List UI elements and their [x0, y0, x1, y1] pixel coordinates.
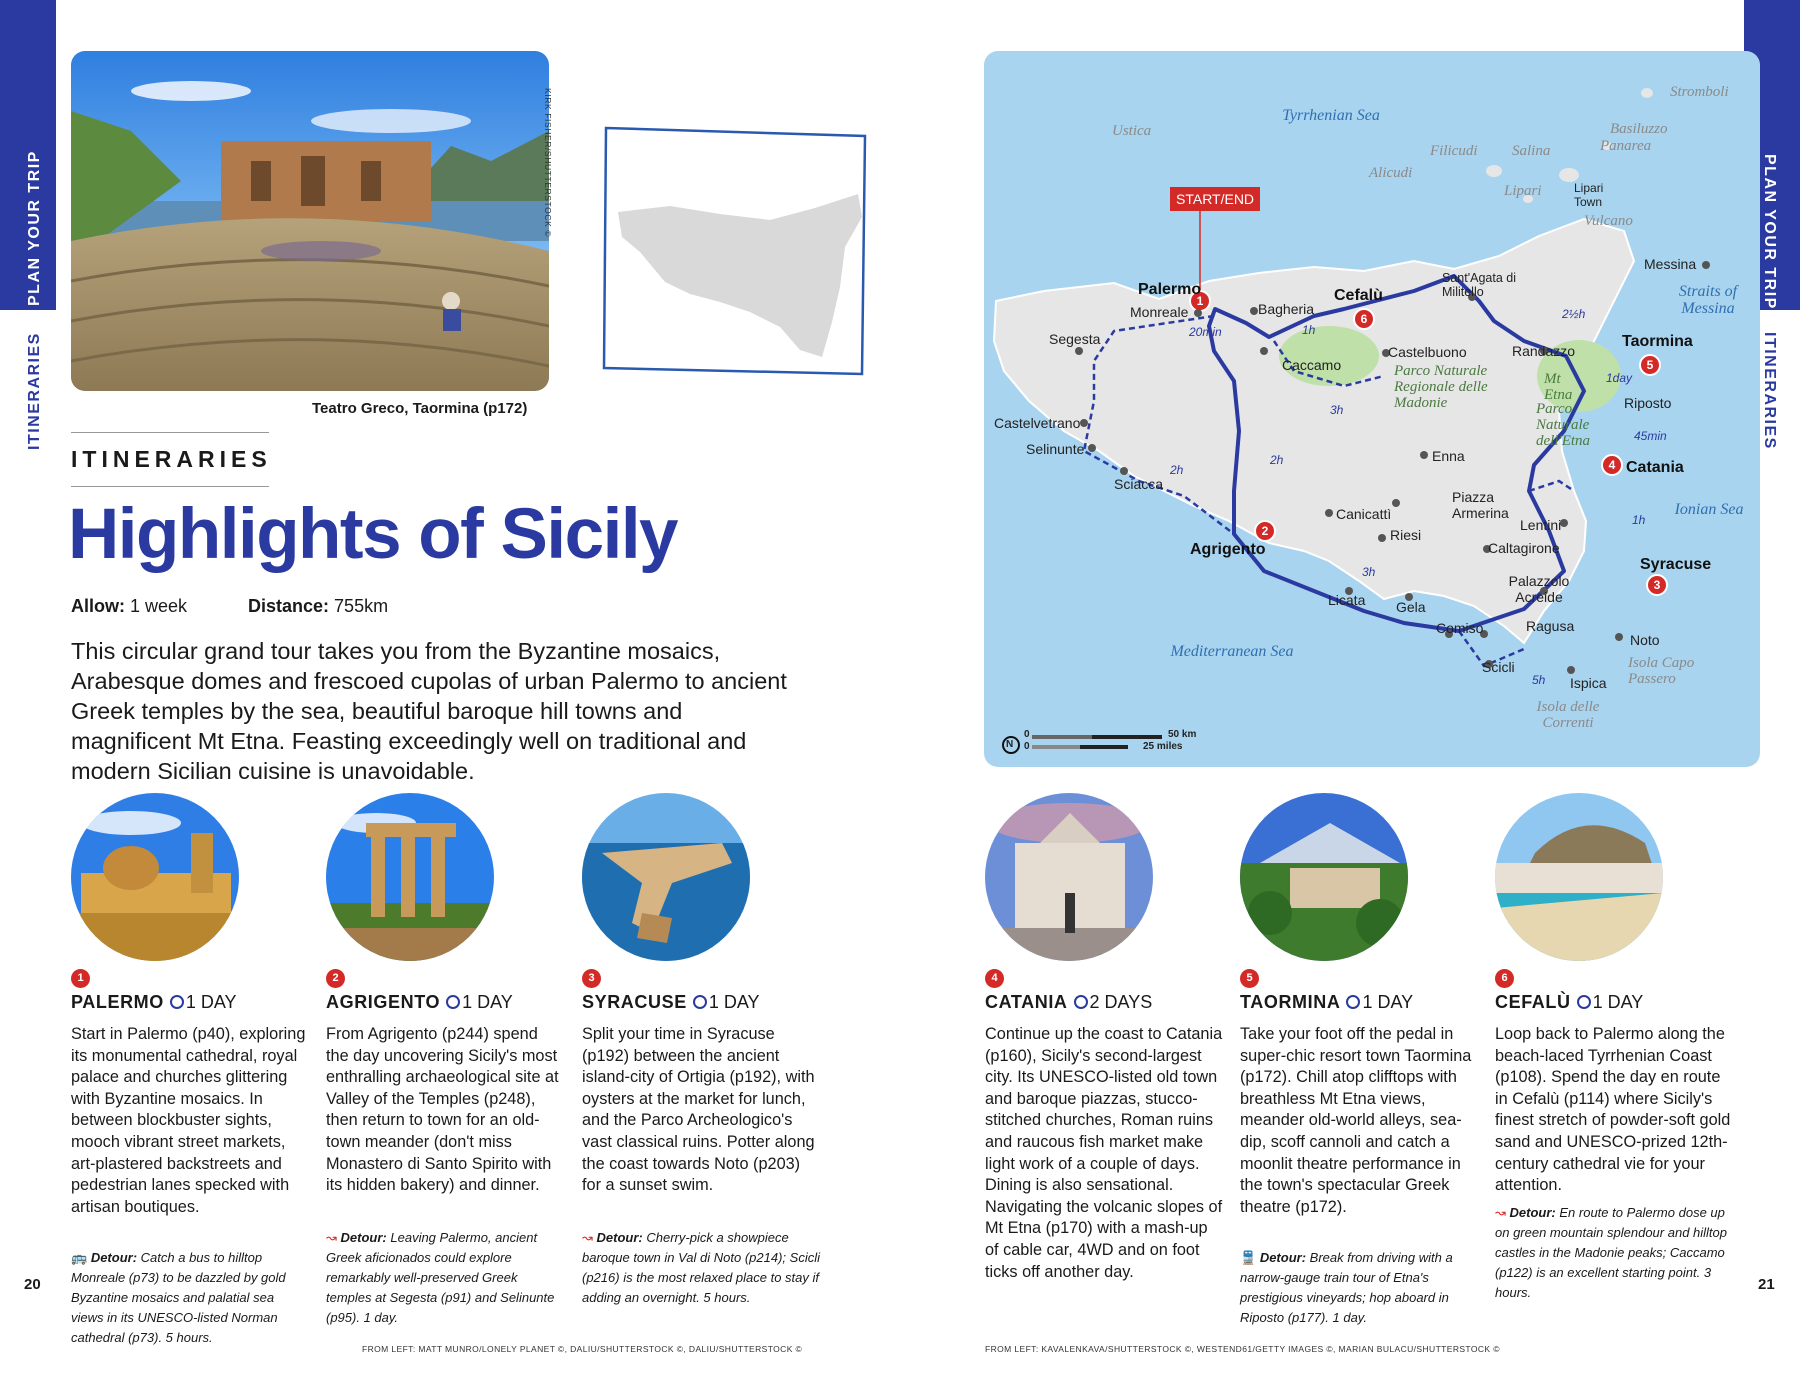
stop-body-cefalu: Loop back to Palermo along the beach-laced Tyrrhenian Coast (p108). Spend the day en route in Cefalù (p114) where Sicily's finest stretch of powder-soft gold sand and UNESCO-prized 12th-century cathedral vie for your attention. — [1495, 1025, 1731, 1195]
label-riposto: Riposto — [1624, 395, 1672, 411]
label-mediterranean-sea: Mediterranean Sea — [1170, 643, 1294, 660]
label-caltagirone: Caltagirone — [1488, 540, 1560, 556]
time-45min: 45min — [1634, 429, 1667, 443]
label-lentini: Lentini — [1520, 517, 1562, 533]
clock-icon — [1577, 995, 1591, 1009]
label-randazzo: Randazzo — [1512, 343, 1576, 359]
time-1h: 1h — [1302, 323, 1316, 337]
stop-name: SYRACUSE — [582, 992, 687, 1012]
meta-distance — [248, 596, 388, 617]
stop-heading-syracuse — [582, 992, 760, 1013]
meta-allow — [71, 596, 187, 617]
label-santagata: Sant'Agata di Militello — [1442, 271, 1516, 299]
cefalu-photo — [1495, 793, 1663, 961]
label-enna: Enna — [1432, 448, 1465, 464]
stop-name: CEFALÙ — [1495, 992, 1571, 1012]
stop-days: 1 DAY — [185, 992, 237, 1012]
label-stromboli: Stromboli — [1670, 84, 1729, 100]
photo-credits-left: FROM LEFT: MATT MUNRO/LONELY PLANET ©, DALIU/SHUTTERSTOCK ©, DALIU/SHUTTERSTOCK © — [362, 1344, 803, 1354]
stop-body-palermo: Start in Palermo (p40), exploring its monumental cathedral, royal palace and churches glittering with Byzantine mosaics. In between blockbuster sights, mooch vibrant street markets, art-plastered backstreets and pedestrian lanes specked with artisan boutiques. — [71, 1025, 306, 1216]
detour-note-syracuse — [582, 1228, 820, 1308]
detour-icon: ↝ — [326, 1230, 337, 1245]
allow-value: 1 week — [130, 596, 188, 616]
label-palazzolo-acreide: Palazzolo Acreide — [1508, 573, 1570, 605]
stop-body-agrigento: From Agrigento (p244) spend the day uncovering Sicily's most enthralling archaeological site at Valley of the Temples (p248), then return to town for an old-town meander (don't miss Monastero di Santo Spirito with its hidden bakery) and dinner. — [326, 1025, 559, 1195]
stop-days: 1 DAY — [708, 992, 760, 1012]
right-section-label: ITINERARIES — [1761, 332, 1778, 450]
stop-body-syracuse: Split your time in Syracuse (p192) between the ancient island-city of Ortigia (p192), with oysters at the market for lunch, and the Parco Archeologico's vast classical ruins. Potter along the coast towards Noto (p203) for a sunset swim. — [582, 1025, 815, 1195]
label-panarea: Panarea — [1600, 138, 1652, 154]
scale-km-label: 50 km — [1168, 729, 1197, 740]
detour-note-cefalu — [1495, 1203, 1733, 1303]
label-madonie-park: Parco Naturale Regionale delle Madonie — [1394, 363, 1488, 411]
label-tyrrhenian-sea: Tyrrhenian Sea — [1282, 107, 1380, 124]
stop-name: AGRIGENTO — [326, 992, 441, 1012]
label-ispica: Ispica — [1570, 675, 1607, 691]
time-2h-west: 2h — [1170, 463, 1184, 477]
label-lipari-town: Lipari Town — [1574, 181, 1604, 209]
stop-number-2: 2 — [326, 969, 345, 988]
label-taormina: Taormina — [1622, 333, 1693, 350]
time-1h-east: 1h — [1632, 513, 1646, 527]
clock-icon — [1074, 995, 1088, 1009]
detour-text: Break from driving with a narrow-gauge train tour of Etna's prestigious vineyards; hop aboard in Riposto (p177). 1 day. — [1240, 1250, 1453, 1325]
label-straits-of-messina: Straits of Messina — [1678, 283, 1738, 317]
label-licata: Licata — [1328, 592, 1366, 608]
label-basiluzzo: Basiluzzo — [1610, 121, 1668, 137]
stop-heading-catania — [985, 992, 1152, 1013]
label-ragusa: Ragusa — [1526, 618, 1575, 634]
detour-label: Detour: — [596, 1230, 643, 1245]
photo-credit: KIRK FISHER/SHUTTERSTOCK © — [543, 88, 553, 238]
svg-text:1: 1 — [1196, 294, 1204, 308]
label-syracuse: Syracuse — [1640, 556, 1712, 573]
time-5h: 5h — [1532, 673, 1546, 687]
time-2h-central: 2h — [1270, 453, 1284, 467]
label-isola-capo-passero: Isola Capo Passero — [1628, 655, 1695, 687]
label-sciacca: Sciacca — [1114, 476, 1164, 492]
kicker-rule-top — [71, 432, 269, 433]
stop-heading-cefalu — [1495, 992, 1643, 1013]
svg-text:6: 6 — [1360, 312, 1368, 326]
detour-icon: ↝ — [582, 1230, 593, 1245]
bus-icon: 🚌 — [71, 1250, 88, 1265]
intro-paragraph: This circular grand tour takes you from the Byzantine mosaics, Arabesque domes and frescoed cupolas of urban Palermo to ancient Greek temples by the sea, beautiful baroque hill towns and magnificent Mt Etna. Feasting exceedingly well on traditional and modern Sicilian cuisine is unavoidable. — [71, 638, 787, 784]
agrigento-photo — [326, 793, 494, 961]
time-20min: 20min — [1189, 325, 1222, 339]
page-number-left: 20 — [24, 1276, 41, 1293]
detour-icon: ↝ — [1495, 1205, 1506, 1220]
label-salina: Salina — [1512, 143, 1551, 159]
label-catania: Catania — [1626, 459, 1684, 476]
label-gela: Gela — [1396, 599, 1426, 615]
stop-number-6: 6 — [1495, 969, 1514, 988]
hero-photo-teatro-greco — [71, 51, 549, 391]
time-3h-south: 3h — [1362, 565, 1376, 579]
right-tab-label: PLAN YOUR TRIP — [1761, 154, 1778, 310]
taormina-photo — [1240, 793, 1408, 961]
stop-days: 1 DAY — [462, 992, 513, 1012]
distance-label: Distance: — [248, 596, 330, 616]
scale-zero-miles: 0 — [1024, 741, 1030, 752]
label-segesta: Segesta — [1049, 331, 1101, 347]
syracuse-photo — [582, 793, 750, 961]
label-alicudi: Alicudi — [1369, 165, 1413, 181]
detour-label: Detour: — [1259, 1250, 1307, 1265]
label-filicudi: Filicudi — [1430, 143, 1478, 159]
stop-heading-agrigento — [326, 992, 513, 1013]
page-title: Highlights of Sicily — [68, 495, 678, 574]
stop-number-4: 4 — [985, 969, 1004, 988]
train-icon: 🚆 — [1240, 1250, 1257, 1265]
clock-icon — [693, 995, 707, 1009]
label-agrigento: Agrigento — [1190, 541, 1266, 558]
label-comiso: Comiso — [1436, 620, 1484, 636]
stop-number-1: 1 — [71, 969, 90, 988]
time-1day: 1day — [1606, 371, 1633, 385]
svg-text:2: 2 — [1261, 524, 1269, 538]
sicily-locator-map — [600, 122, 872, 376]
clock-icon — [446, 995, 460, 1009]
time-3h-caccamo: 3h — [1330, 403, 1344, 417]
label-bagheria: Bagheria — [1258, 301, 1315, 317]
detour-label: Detour: — [340, 1230, 387, 1245]
detour-text: Cherry-pick a showpiece baroque town in Val di Noto (p214); Scicli (p216) is the most relaxed place to stay if adding an overnight. 5 hours. — [582, 1230, 820, 1305]
label-lipari: Lipari — [1504, 183, 1542, 199]
detour-text: Leaving Palermo, ancient Greek aficionados could explore remarkably well-preserved Greek temples at Segesta (p91) and Selinunte (p95). 1 day. — [326, 1230, 555, 1325]
stop-body-taormina: Take your foot off the pedal in super-chic resort town Taormina (p172). Chill atop clifftops with breathless Mt Etna views, meander old-world alleys, sea-dip, scoff cannoli and catch a moonlit theatre performance in the town's spectacular Greek theatre (p172). — [1240, 1025, 1472, 1216]
time-2-5h: 2½h — [1562, 307, 1586, 321]
label-etna-park: Parco Naturale dell'Etna — [1536, 401, 1591, 449]
label-ustica: Ustica — [1112, 123, 1152, 139]
detour-note-agrigento — [326, 1228, 564, 1328]
section-kicker: ITINERARIES — [71, 446, 272, 472]
svg-text:3: 3 — [1653, 578, 1661, 592]
label-mt-etna: Mt Etna — [1544, 371, 1573, 403]
stop-number-3: 3 — [582, 969, 601, 988]
label-monreale: Monreale — [1130, 304, 1189, 320]
kicker-rule-bottom — [71, 486, 269, 487]
catania-photo — [985, 793, 1153, 961]
label-selinunte: Selinunte — [1026, 441, 1085, 457]
label-caccamo: Caccamo — [1282, 357, 1342, 373]
detour-note-taormina — [1240, 1248, 1478, 1328]
stop-name: TAORMINA — [1240, 992, 1341, 1012]
label-cefalu: Cefalù — [1334, 287, 1383, 304]
left-tab-label: PLAN YOUR TRIP — [26, 150, 43, 306]
clock-icon — [170, 995, 184, 1009]
photo-caption: Teatro Greco, Taormina (p172) — [312, 400, 528, 417]
stop-days: 1 DAY — [1592, 992, 1644, 1012]
stop-days: 2 DAYS — [1089, 992, 1153, 1012]
label-riesi: Riesi — [1390, 527, 1422, 543]
label-messina: Messina — [1644, 256, 1697, 272]
stop-body-catania: Continue up the coast to Catania (p160), Sicily's second-largest city. Its UNESCO-listed old town and baroque piazzas, stucco-stitched churches, Roman ruins and raucous fish market make light work of a couple of days. Dining is also sensational. Navigating the volcanic slopes of Mt Etna (p170) with a mash-up of cable car, 4WD and on foot ticks off another day. — [985, 1025, 1223, 1281]
palermo-photo — [71, 793, 239, 961]
label-piazza-armerina: Piazza Armerina — [1452, 489, 1509, 521]
label-canicatti: Canicattì — [1336, 506, 1392, 522]
stop-heading-taormina — [1240, 992, 1413, 1013]
north-arrow-icon: N — [1006, 739, 1014, 750]
label-vulcano: Vulcano — [1584, 213, 1633, 229]
detour-text: En route to Palermo dose up on green mountain splendour and hilltop castles in the Madonie peaks; Caccamo (p122) is an excellent starting point. 3 hours. — [1495, 1205, 1728, 1300]
scale-zero-km: 0 — [1024, 729, 1030, 740]
photo-credits-right: FROM LEFT: KAVALENKAVA/SHUTTERSTOCK ©, WESTEND61/GETTY IMAGES ©, MARIAN BULACU/SHUTTERSTOCK © — [985, 1344, 1500, 1354]
detour-label: Detour: — [90, 1250, 138, 1265]
left-section-label: ITINERARIES — [26, 332, 43, 450]
clock-icon — [1346, 995, 1360, 1009]
page-number-right: 21 — [1758, 1276, 1775, 1293]
label-castelvetrano: Castelvetrano — [994, 415, 1081, 431]
scale-miles-label: 25 miles — [1143, 741, 1183, 752]
stop-name: PALERMO — [71, 992, 164, 1012]
allow-label: Allow: — [71, 596, 125, 616]
label-noto: Noto — [1630, 632, 1660, 648]
route-map — [984, 51, 1760, 767]
label-scicli: Scicli — [1482, 659, 1515, 675]
detour-label: Detour: — [1509, 1205, 1556, 1220]
label-isola-delle-correnti: Isola delle Correnti — [1536, 699, 1600, 731]
start-end-flag: START/END — [1170, 187, 1260, 211]
distance-value: 755km — [334, 596, 389, 616]
label-palermo: Palermo — [1138, 281, 1202, 298]
detour-note-palermo — [71, 1248, 309, 1348]
stop-heading-palermo — [71, 992, 237, 1013]
detour-text: Catch a bus to hilltop Monreale (p73) to be dazzled by gold Byzantine mosaics and palatial sea views in its UNESCO-listed Norman cathedral (p73). 5 hours. — [71, 1250, 286, 1345]
svg-text:4: 4 — [1608, 458, 1616, 472]
stop-name: CATANIA — [985, 992, 1068, 1012]
label-ionian-sea: Ionian Sea — [1674, 501, 1744, 518]
svg-text:5: 5 — [1646, 358, 1654, 372]
label-castelbuono: Castelbuono — [1388, 344, 1467, 360]
stop-number-5: 5 — [1240, 969, 1259, 988]
stop-days: 1 DAY — [1362, 992, 1414, 1012]
